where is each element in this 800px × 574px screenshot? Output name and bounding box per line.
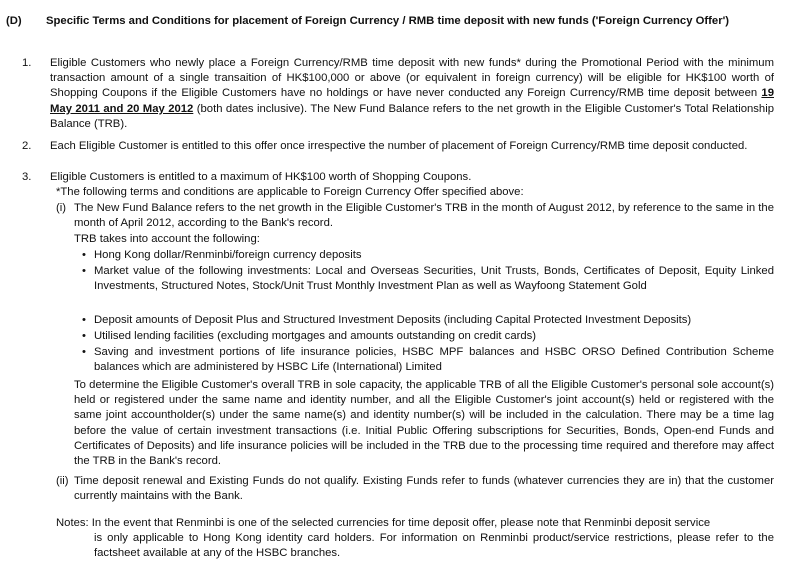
promo-date-range: 19 May 2011 and 20 May 2012 [50, 87, 774, 115]
notes-first-text: In the event that Renminbi is one of the selected currencies for time deposit offer, please note that Renminbi deposit service [91, 517, 711, 529]
notes [56, 516, 774, 531]
bullet-icon: • [82, 314, 86, 326]
item-number: 2. [22, 140, 32, 152]
item-number: 1. [22, 57, 32, 69]
bullet-icon: • [82, 330, 86, 342]
subitem-number: (i) [56, 202, 67, 214]
section-label: (D) [6, 15, 22, 27]
notes-continuation: is only applicable to Hong Kong identity card holders. For information on Renminbi product/service restrictions, please refer to the factsheet available at any of the HSBC branches. [94, 532, 774, 560]
trb-closing-paragraph: To determine the Eligible Customer's overall TRB in sole capacity, the applicable TRB of all the Eligible Customer's personal sole account(s) held or registered under the same name and identity number, and all the Eligible Customer's joint account(s) held or registered with the same joint accountholder(s) under the same name(s) and identity number(s) will be included in the calculation. There may be a time lag before the value of certain investment transactions (i.e. Initial Public Offering subscriptions for Securities, Bonds, Open-end Funds and Certificates of Deposits) and life insurance policies will be included in the TRB due to the processing time required and therefore may affect the TRB in the Bank's record. [74, 379, 774, 468]
item-1-text-before: Eligible Customers who newly place a Foreign Currency/RMB time deposit with new funds* during the Promotional Period with the minimum transaction amount of a single transaition of HK$100,000 or above (or equivalent in foreign currency) will be eligible for HK$100 worth of Shopping Coupons if the Eligible Customers have no holdings or have never conducted any Foreign Currency/RMB time deposit between [50, 57, 774, 100]
trb-intro: TRB takes into account the following: [74, 233, 260, 245]
bullet-icon: • [82, 265, 86, 277]
bullet-item: Hong Kong dollar/Renminbi/foreign currency deposits [94, 249, 362, 261]
notes-label: Notes: [56, 517, 89, 529]
subitem-ii-text: Time deposit renewal and Existing Funds do not qualify. Existing Funds refer to funds (whatever currencies they are in) that the customer currently maintains with the Bank. [74, 475, 774, 503]
bullet-item: Market value of the following investments: Local and Overseas Securities, Unit Trusts, Bonds, Certificates of Deposit, Equity Linked Investments, Structured Notes, Stock/Unit Trust Monthly Investment Plan as well as Wayfoong Statement Gold [94, 265, 774, 293]
bullet-icon: • [82, 249, 86, 261]
item-1-text [50, 56, 774, 132]
footnote-intro: *The following terms and conditions are applicable to Foreign Currency Offer specified above: [56, 186, 524, 198]
subitem-number: (ii) [56, 475, 69, 487]
bullet-item: Saving and investment portions of life insurance policies, HSBC MPF balances and HSBC ORSO Defined Contribution Scheme balances which are administered by HSBC Life (International) Limited [94, 346, 774, 374]
item-1-text-after: (both dates inclusive). The New Fund Balance refers to the net growth in the Eligible Customer's Total Relationship Balance (TRB). [50, 102, 774, 130]
subitem-i-text: The New Fund Balance refers to the net growth in the Eligible Customer's TRB in the month of August 2012, by reference to the same in the month of April 2012, according to the Bank's record. [74, 202, 774, 230]
item-2-text: Each Eligible Customer is entitled to this offer once irrespective the number of placement of Foreign Currency/RMB time deposit conducted. [50, 140, 748, 152]
section-title: Specific Terms and Conditions for placement of Foreign Currency / RMB time deposit with new funds ('Foreign Currency Offer') [46, 15, 730, 27]
notes-first-line [56, 516, 774, 531]
bullet-icon: • [82, 346, 86, 358]
section-heading [6, 14, 729, 29]
item-number: 3. [22, 171, 32, 183]
item-3-text: Eligible Customers is entitled to a maximum of HK$100 worth of Shopping Coupons. [50, 171, 472, 183]
bullet-item: Utilised lending facilities (excluding mortgages and amounts outstanding on credit cards) [94, 330, 537, 342]
bullet-item: Deposit amounts of Deposit Plus and Structured Investment Deposits (including Capital Protected Investment Deposits) [94, 314, 692, 326]
